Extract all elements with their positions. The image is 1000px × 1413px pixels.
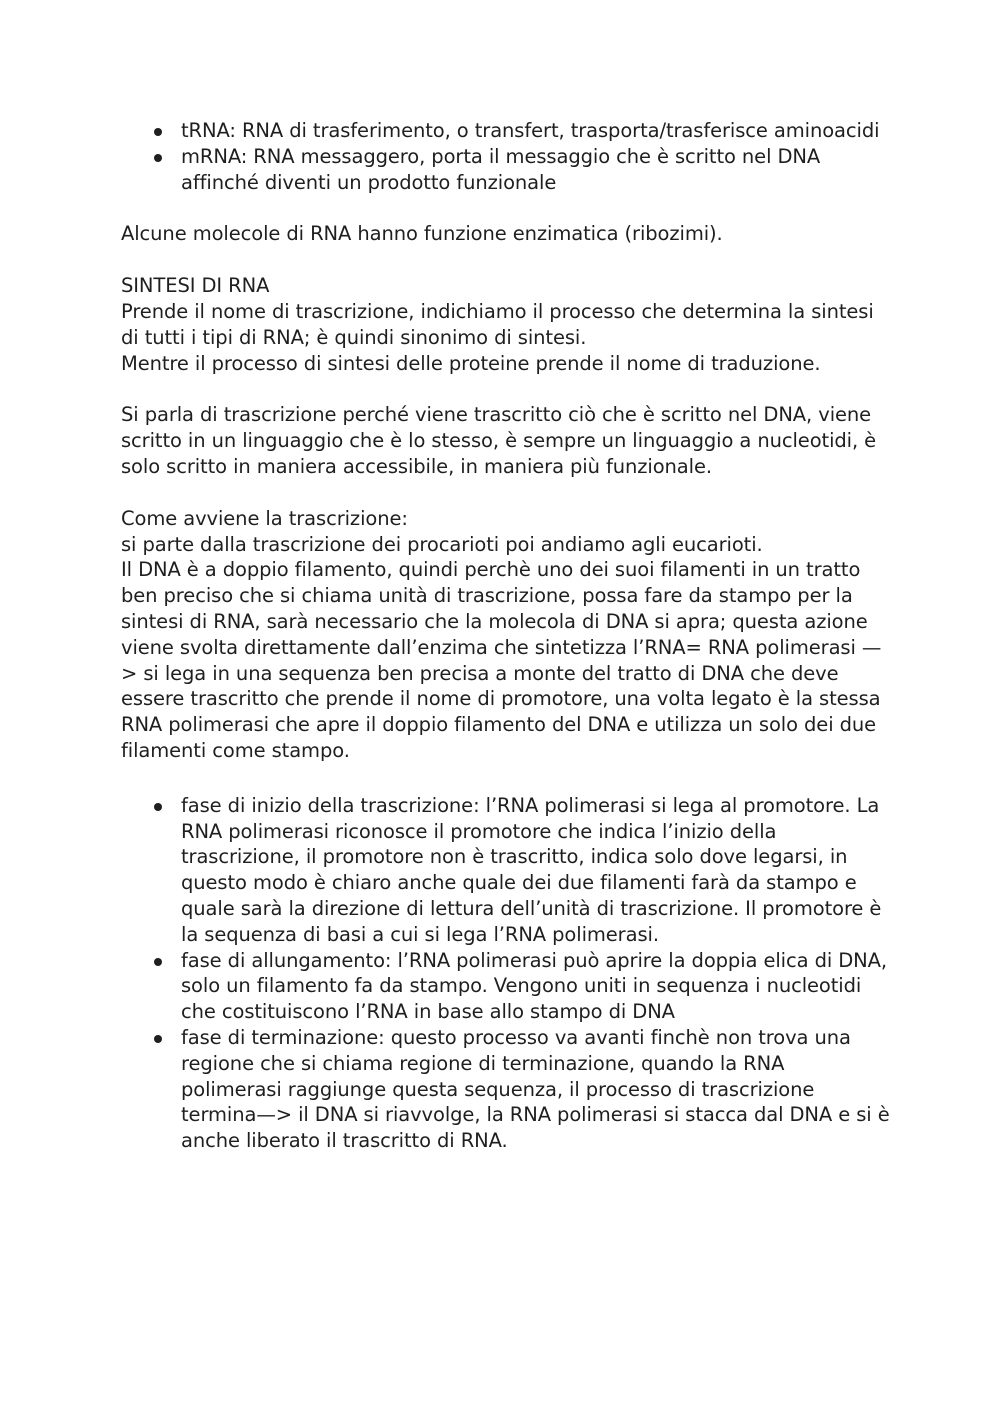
come-avviene-label: Come avviene la trascrizione: bbox=[121, 506, 408, 530]
spacer bbox=[121, 480, 891, 506]
section-title: SINTESI DI RNA bbox=[121, 274, 270, 298]
ribozimi-note: Alcune molecole di RNA hanno funzione enzimatica (ribozimi). bbox=[121, 222, 723, 246]
come-avviene-paragraph: Il DNA è a doppio filamento, quindi perchè uno dei suoi filamenti in un tratto ben preciso che si chiama unità di trascrizione, possa fare da stampo per la sintesi di RNA, sarà necessario che la molecola di DNA si apra; questa azione viene svolta direttamente dall’enzima che sintetizza l’RNA= RNA polimerasi —> si lega in una sequenza ben precisa a monte del tratto di DNA che deve essere trascritto che prende il nome di promotore, una volta legato è la stessa RNA polimerasi che apre il doppio filamento del DNA e utilizza un solo dei due filamenti come stampo. bbox=[121, 558, 882, 762]
intro-line-traduzione: Mentre il processo di sintesi delle proteine prende il nome di traduzione. bbox=[121, 351, 821, 375]
list-item-fase-allungamento: fase di allungamento: l’RNA polimerasi può aprire la doppia elica di DNA, solo un filamento fa da stampo. Vengono uniti in sequenza i nucleotidi che costituiscono l’RNA in base allo stampo di DNA bbox=[121, 948, 891, 1025]
spacer bbox=[121, 247, 891, 273]
spacer bbox=[121, 195, 891, 221]
list-item-trna: tRNA: RNA di trasferimento, o transfert, trasporta/trasferisce aminoacidi bbox=[121, 118, 891, 144]
intro-line-definition: Prende il nome di trascrizione, indichiamo il processo che determina la sintesi di tutti i tipi di RNA; è quindi sinonimo di sintesi. bbox=[121, 299, 874, 349]
list-item-fase-terminazione: fase di terminazione: questo processo va avanti finchè non trova una regione che si chiama regione di terminazione, quando la RNA polimerasi raggiunge questa sequenza, il processo di trascrizione termina—> il DNA si riavvolge, la RNA polimerasi si stacca dal DNA e si è anche liberato il trascritto di RNA. bbox=[121, 1025, 891, 1154]
spacer bbox=[121, 376, 891, 402]
trascrizione-paragraph: Si parla di trascrizione perché viene trascritto ciò che è scritto nel DNA, viene scritto in un linguaggio che è lo stesso, è sempre un linguaggio a nucleotidi, è solo scritto in maniera accessibile, in maniera più funzionale. bbox=[121, 403, 877, 478]
fasi-list bbox=[121, 793, 891, 1154]
list-item-fase-inizio: fase di inizio della trascrizione: l’RNA polimerasi si lega al promotore. La RNA polimerasi riconosce il promotore che indica l’inizio della trascrizione, il promotore non è trascritto, indica solo dove legarsi, in questo modo è chiaro anche quale dei due filamenti farà da stampo e quale sarà la direzione di lettura dell’unità di trascrizione. Il promotore è la sequenza di basi a cui si lega l’RNA polimerasi. bbox=[121, 793, 891, 948]
list-item-mrna: mRNA: RNA messaggero, porta il messaggio che è scritto nel DNA affinché diventi un prodotto funzionale bbox=[121, 144, 891, 196]
spacer bbox=[121, 764, 891, 790]
rna-types-list bbox=[121, 118, 891, 195]
come-avviene-line: si parte dalla trascrizione dei procarioti poi andiamo agli eucarioti. bbox=[121, 532, 763, 556]
document-page bbox=[121, 118, 891, 1154]
